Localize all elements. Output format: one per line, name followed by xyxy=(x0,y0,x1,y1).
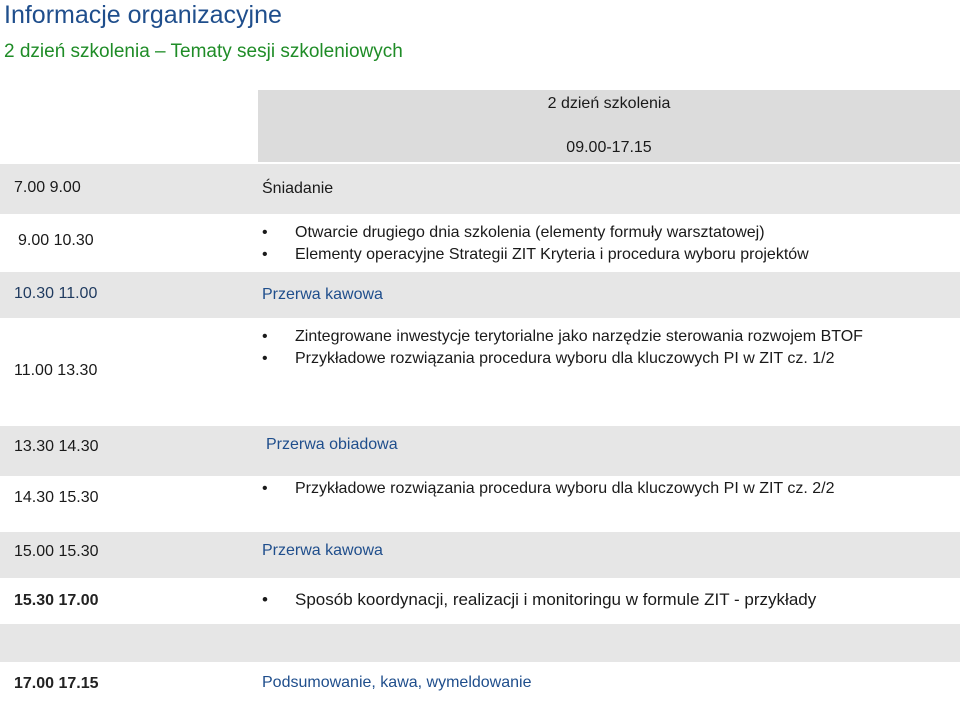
time-slot: 10.30 11.00 xyxy=(14,285,98,302)
time-slot: 11.00 13.30 xyxy=(14,362,98,379)
closing-cell xyxy=(262,672,952,694)
session-cell xyxy=(262,222,952,266)
session-cell xyxy=(262,178,952,200)
day-heading: 2 dzień szkolenia xyxy=(547,95,671,112)
session-item: • Sposób koordynacji, realizacji i monitoringu w formule ZIT - przykłady xyxy=(262,589,952,611)
session-item: • Przykładowe rozwiązania procedura wyboru dla kluczowych PI w ZIT cz. 2/2 xyxy=(262,478,922,500)
break-cell xyxy=(266,434,956,456)
break-cell xyxy=(262,284,952,306)
session-cell xyxy=(262,589,952,611)
page-subtitle: 2 dzień szkolenia – Tematy sesji szkoleniowych xyxy=(4,41,403,62)
session-cell xyxy=(262,478,922,500)
session-item: • Elementy operacyjne Strategii ZIT Kryteria i procedura wyboru projektów xyxy=(262,244,952,266)
time-slot: 7.00 9.00 xyxy=(14,179,81,196)
break-text: Przerwa kawowa xyxy=(262,542,383,559)
break-text: Przerwa kawowa xyxy=(262,286,383,303)
time-slot: 14.30 15.30 xyxy=(14,489,99,506)
time-slot: 13.30 14.30 xyxy=(14,438,99,455)
time-slot: 15.30 17.00 xyxy=(14,592,99,609)
break-cell xyxy=(262,540,952,562)
session-text: Śniadanie xyxy=(262,180,334,197)
time-slot: 9.00 10.30 xyxy=(18,232,94,249)
page-title: Informacje organizacyjne xyxy=(4,1,282,29)
session-cell xyxy=(262,326,922,370)
session-item: • Przykładowe rozwiązania procedura wyboru dla kluczowych PI w ZIT cz. 1/2 xyxy=(262,348,922,370)
closing-text: Podsumowanie, kawa, wymeldowanie xyxy=(262,674,532,691)
time-slot: 17.00 17.15 xyxy=(14,675,99,692)
hours-heading: 09.00-17.15 xyxy=(566,139,652,156)
session-item: • Otwarcie drugiego dnia szkolenia (elementy formuły warsztatowej) xyxy=(262,222,952,244)
session-item: • Zintegrowane inwestycje terytorialne jako narzędzie sterowania rozwojem BTOF xyxy=(262,326,922,348)
schedule-row-empty xyxy=(0,624,960,662)
time-slot: 15.00 15.30 xyxy=(14,543,99,560)
break-text: Przerwa obiadowa xyxy=(266,436,398,453)
